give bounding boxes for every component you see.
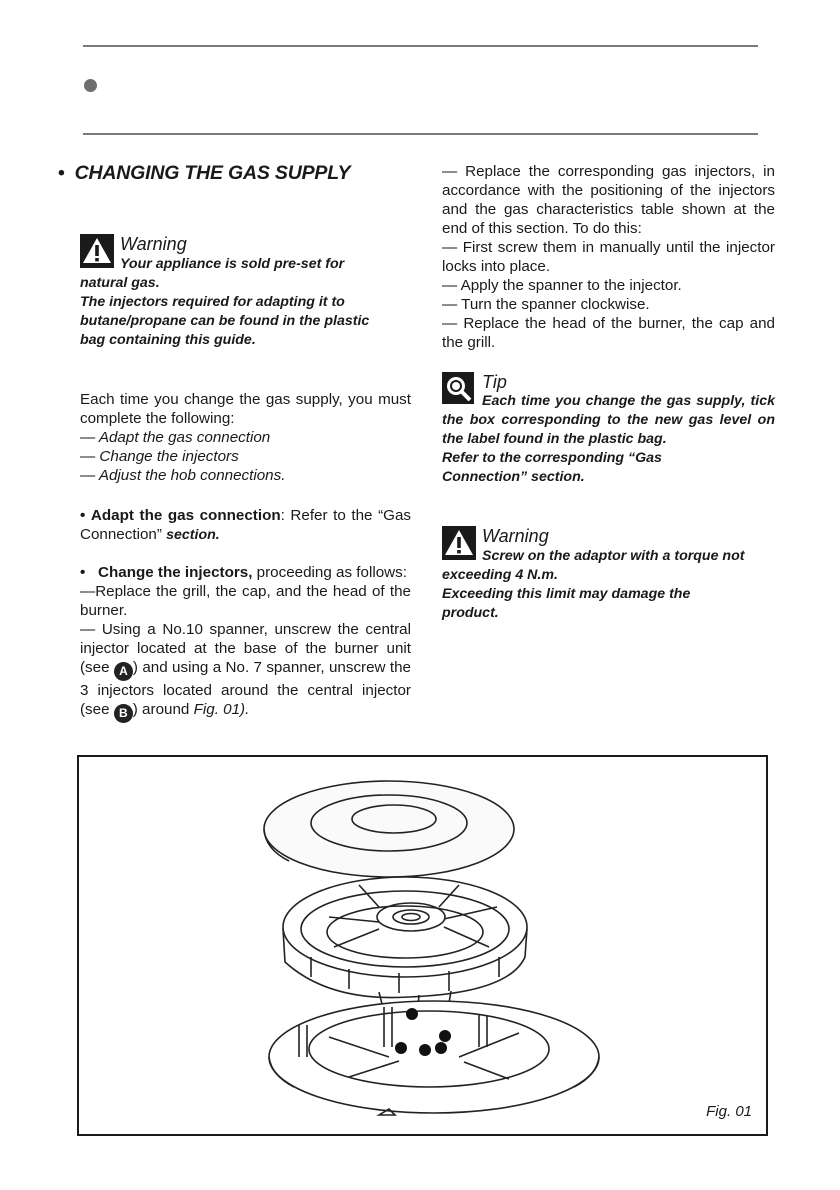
magnifier-tip-icon: [442, 372, 474, 404]
top-rule: [83, 45, 758, 47]
figure-caption: Fig. 01: [706, 1103, 752, 1120]
warning-triangle-icon: [442, 526, 476, 560]
warning-line: bag containing this guide.: [80, 332, 256, 348]
tip-line: Connection” section.: [442, 469, 585, 485]
change-bold: Change the injectors,: [98, 564, 253, 581]
intro-text: Each time you change the gas supply, you must complete the following:: [80, 391, 411, 427]
right-para: — Turn the spanner clockwise.: [442, 296, 650, 313]
change-line-2: [80, 620, 411, 723]
tip-text: Each time you change the gas supply, tick the box corresponding to the new gas level on the label found in the plastic bag.: [442, 393, 775, 447]
right-para: — First screw them in manually until the injector locks into place.: [442, 239, 775, 275]
tip-heading: Tip: [482, 372, 507, 392]
fig-reference: Fig. 01).: [193, 701, 250, 718]
change-paragraph: [80, 563, 411, 582]
tip-line: Refer to the corresponding “Gas: [442, 450, 662, 466]
section-title: [58, 162, 350, 185]
header-dot: [84, 79, 97, 92]
warning-line: Your appliance is sold pre-set for: [120, 256, 345, 272]
change-line-1: —Replace the grill, the cap, and the head of the burner.: [80, 583, 411, 619]
burner-figure: [77, 755, 768, 1136]
warning-line: butane/propane can be found in the plastic: [80, 313, 370, 329]
marker-a: A: [114, 662, 133, 681]
change-line-2b: ) and using a No. 7 spanner, unscrew the 3 injectors located around the central injector (see: [80, 659, 411, 718]
right-para: — Apply the spanner to the injector.: [442, 277, 682, 294]
step-item: — Adjust the hob connections.: [80, 467, 286, 484]
tip-line: [442, 392, 775, 449]
intro-block: [80, 390, 411, 485]
change-line-2a: — Using a No.10 spanner, unscrew the central injector located at the base of the burner unit (see: [80, 621, 411, 676]
right-column: [442, 162, 775, 352]
right-para: — Replace the head of the burner, the cap and the grill.: [442, 315, 775, 351]
warning-line: natural gas.: [80, 275, 160, 291]
warning-line: Exceeding this limit may damage the: [442, 586, 691, 602]
adapt-text: : Refer to the “Gas Connection”: [80, 507, 411, 543]
warning-line: exceeding 4 N.m.: [442, 567, 558, 583]
warning-triangle-icon: [80, 234, 114, 268]
warning-box-1: [80, 234, 411, 350]
second-rule: [83, 133, 758, 135]
adapt-paragraph: [80, 506, 411, 545]
warning-heading: Warning: [120, 234, 187, 254]
change-bullet: •: [80, 564, 86, 581]
warning-line: product.: [442, 605, 499, 621]
title-bullet: •: [58, 162, 65, 184]
adapt-bullet: •: [80, 507, 86, 524]
warning-line: Screw on the adaptor with a torque not: [482, 548, 745, 564]
section-title-text: CHANGING THE GAS SUPPLY: [74, 162, 351, 184]
step-item: — Adapt the gas connection: [80, 429, 271, 446]
adapt-bold: Adapt the gas connection: [90, 507, 281, 524]
burner-exploded-illustration: [79, 757, 766, 1134]
adapt-section-word: section.: [166, 527, 220, 543]
warning-heading: Warning: [482, 526, 549, 546]
adapt-block: [80, 506, 411, 545]
right-para: — Replace the corresponding gas injectors, in accordance with the positioning of the injectors and the gas characteristics table shown at the end of this section. To do this:: [442, 163, 775, 237]
tip-box: [442, 372, 775, 487]
change-block: [80, 563, 411, 723]
change-text: proceeding as follows:: [252, 564, 407, 581]
marker-b: B: [114, 704, 133, 723]
step-item: — Change the injectors: [80, 448, 239, 465]
change-line-2c: ) around: [132, 701, 190, 718]
warning-line: The injectors required for adapting it to: [80, 294, 345, 310]
warning-box-2: [442, 526, 775, 623]
